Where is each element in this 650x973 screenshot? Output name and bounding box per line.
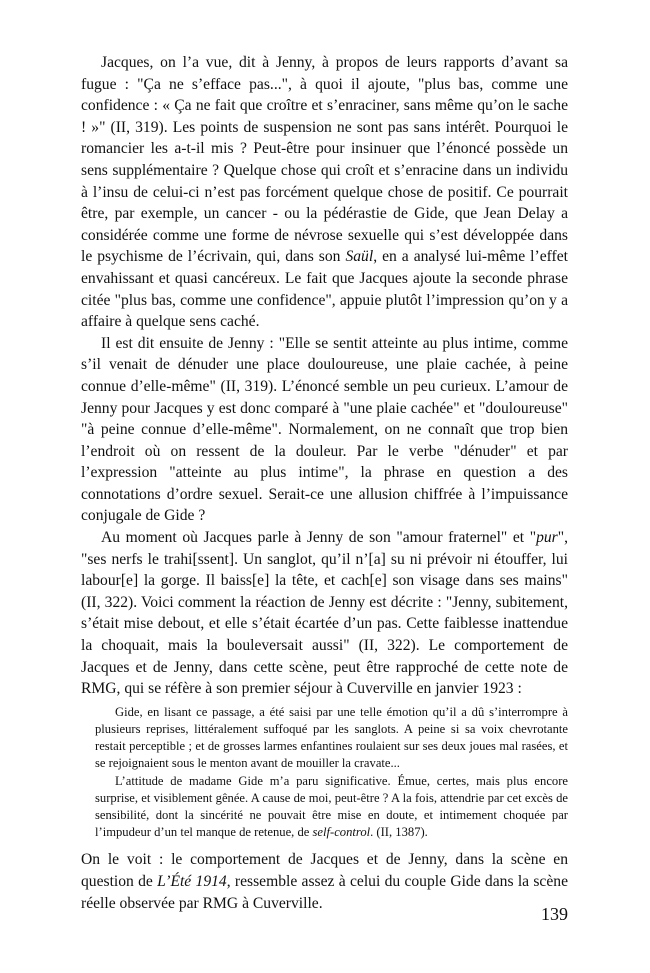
text-run: Il est dit ensuite de Jenny : "Elle se sentit atteinte au plus intime, comme s’il venait de dénuder une place douloureuse, une plaie cachée, à peine connue d’elle-même" (II, 319). L’énoncé semble un peu curieux. L’amour de Jenny pour Jacques y est donc comparé à "une plaie cachée" et "douloureuse" "à peine connue d’elle-même". Normalement, on ne connaît que trop bien l’endroit où on ressent de la douleur. Par le verbe "dénuder" et par l’expression "atteinte au plus intime", la phrase en question a des connotations d’ordre sexuel. Serait-ce une allusion chiffrée à l’impuissance conjugale de Gide ? <box>81 334 568 525</box>
text-run: Jacques, on l’a vue, dit à Jenny, à propos de leurs rapports d’avant sa fugue : "Ça ne s’efface pas...", à quoi il ajoute, "plus bas, comme une confidence : « Ça ne fait que croître et s’enraciner, sans même qu’on le sache ! »" (II, 319). Les points de suspension ne sont pas sans intérêt. Pourquoi le romancier les a-t-il mis ? Peut-être pour insinuer que l’énoncé possède un sens supplémentaire ? Quelque chose qui croît et s’enracine dans un individu à l’insu de celui-ci n’est pas forcément quelque chose de positif. Ce pourrait être, par exemple, un cancer - ou la pédérastie de Gide, que Jean Delay a considérée comme une forme de névrose sexuelle qui s’est développée dans le psychisme de l’écrivain, qui, dans son <box>81 54 568 266</box>
text-run: . (II, 1387). <box>370 825 428 840</box>
text-run: , ressemble assez à celui du couple Gide dans la scène réelle observée par RMG à Cuverville. <box>81 873 568 912</box>
quote-paragraph-1 <box>95 704 568 773</box>
closing-paragraph <box>81 849 568 914</box>
paragraph-1 <box>81 52 568 333</box>
quote-paragraph-2 <box>95 773 568 842</box>
block-quote <box>95 704 568 842</box>
main-text <box>81 52 568 914</box>
italic-title: Saül <box>345 248 374 266</box>
italic-word: self-control <box>312 825 371 840</box>
text-run: Gide, en lisant ce passage, a été saisi par une telle émotion qu’il a dû s’interrompre à plusieurs reprises, littéralement suffoqué par les sanglots. A peine si sa voix chevrotante restait perceptible ; et de grosses larmes enfantines roulaient sur ses deux joues mal rasées, et se rejoignaient sous le menton avant de mouiller la cravate... <box>95 704 568 771</box>
paragraph-3 <box>81 527 568 700</box>
text-run: Au moment où Jacques parle à Jenny de son "amour fraternel" et " <box>101 529 537 547</box>
closing-paragraph-wrapper <box>81 849 568 914</box>
text-run: On le voit : le comportement de Jacques et de Jenny, dans la scène en question de <box>81 851 568 891</box>
text-run: ", "ses nerfs le trahi[ssent]. Un sanglot, qu’il n’[a] su ni prévoir ni étouffer, lui labour[e] la gorge. Il baiss[e] la tête, et cach[e] son visage dans ses mains" (II, 322). Voici comment la réaction de Jenny est décrite : "Jenny, subitement, s’était mise debout, et elle s’était écartée d’un pas. Cette faiblesse inattendue la choquait, mais la bouleversait aussi" (II, 322). Le comportement de Jacques et de Jenny, dans cette scène, peut être rapproché de cette note de RMG, qui se réfère à son premier séjour à Cuverville en janvier 1923 : <box>81 529 568 698</box>
italic-title: L’Été 1914 <box>157 873 227 891</box>
page-number: 139 <box>541 904 568 924</box>
text-run: , en a analysé lui-même l’effet envahissant et quasi cancéreux. Le fait que Jacques ajoute la seconde phrase citée "plus bas, comme une confidence", appuie plutôt l’impression qu’on y a affaire à quelque sens caché. <box>81 248 568 331</box>
italic-word: pur <box>536 529 558 547</box>
paragraph-2 <box>81 333 568 527</box>
text-run: L’attitude de madame Gide m’a paru significative. Émue, certes, mais plus encore surprise, et visiblement gênée. A cause de moi, peut-être ? A la fois, attendrie par cet excès de sensibilité, dont la sincérité ne pouvait être mise en doute, et intimement choquée par l’impudeur d’un tel manque de retenue, de <box>95 773 568 840</box>
